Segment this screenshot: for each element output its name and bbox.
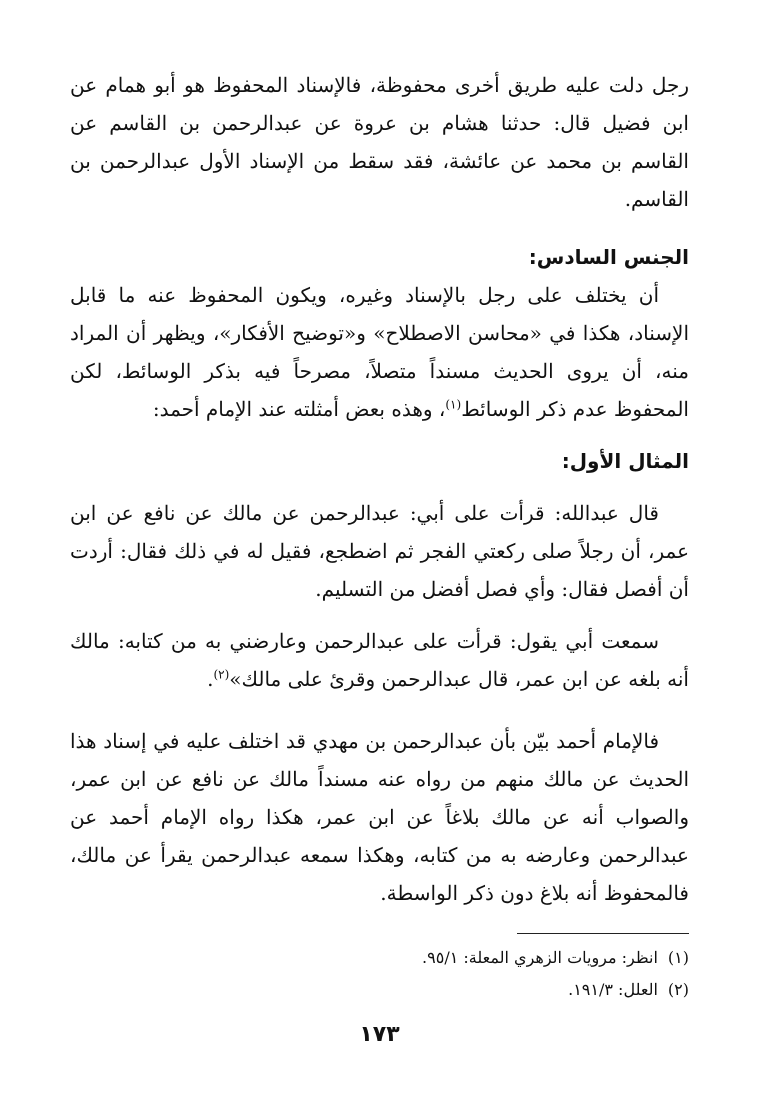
footnote-1 (70, 942, 689, 974)
footnote-divider (517, 933, 689, 934)
footnote-2 (70, 974, 689, 1006)
section-heading: الجنس السادس: (528, 245, 689, 269)
footnote-reference[interactable]: (١) (445, 397, 462, 412)
paragraph-text: أن يختلف على رجل بالإسناد وغيره، ويكون المحفوظ عنه ما قابل الإسناد، هكذا في «محاسن الاصطلاح» و«توضيح الأفكار»، ويظهر أن المراد منه، أن يروى الحديث مسنداً متصلاً، مصرحاً فيه بذكر الوسائط، لكن المحفوظ عدم ذكر الوسائط (70, 283, 689, 421)
footnote-number: (١) (667, 948, 689, 967)
footnote-number: (٢) (667, 980, 689, 999)
footnotes (70, 942, 689, 1006)
footnote-text: العلل: ١٩١/٣. (568, 980, 658, 999)
paragraph-narration: قال عبدالله: قرأت على أبي: عبدالرحمن عن مالك عن نافع عن ابن عمر، أن رجلاً صلى ركعتي الفجر ثم اضطجع، فقيل له في ذلك فقال: أردت أن أفصل فقال: وأي فصل أفضل من التسليم. (70, 501, 689, 601)
paragraph-text: ، وهذه بعض أمثلته عند الإمام أحمد: (152, 397, 446, 421)
paragraph-commentary: فالإمام أحمد بيّن بأن عبدالرحمن بن مهدي قد اختلف عليه في إسناد هذا الحديث عن مالك منهم من رواه عنه مسنداً مالك عن نافع عن ابن عمر، والصواب أنه عن مالك بلاغاً عن ابن عمر، هكذا رواه الإمام أحمد عن عبدالرحمن وعارضه به من كتابه، وهكذا سمعه عبدالرحمن يقرأ عن مالك، فالمحفوظ أنه بلاغ دون ذكر الواسطة. (70, 729, 689, 905)
paragraph-definition (70, 276, 689, 428)
footnote-text: انظر: مرويات الزهري المعلة: ٩٥/١. (422, 948, 658, 967)
paragraph-narration-second (70, 622, 689, 698)
paragraph-text: . (207, 667, 214, 691)
example-heading: المثال الأول: (561, 449, 689, 473)
footnote-reference[interactable]: (٢) (213, 667, 230, 682)
paragraph-continuation: رجل دلت عليه طريق أخرى محفوظة، فالإسناد المحفوظ هو أبو همام عن ابن فضيل قال: حدثنا هشام بن عروة عن عبدالرحمن بن القاسم عن القاسم بن محمد عن عائشة، فقد سقط من الإسناد الأول عبدالرحمن بن القاسم. (70, 73, 689, 211)
paragraph-text: سمعت أبي يقول: قرأت على عبدالرحمن وعارضني به من كتابه: مالك أنه بلغه عن ابن عمر، قال عبدالرحمن وقرئ على مالك» (70, 629, 689, 691)
page-body (70, 66, 689, 912)
page-number: ١٧٣ (359, 1022, 400, 1047)
